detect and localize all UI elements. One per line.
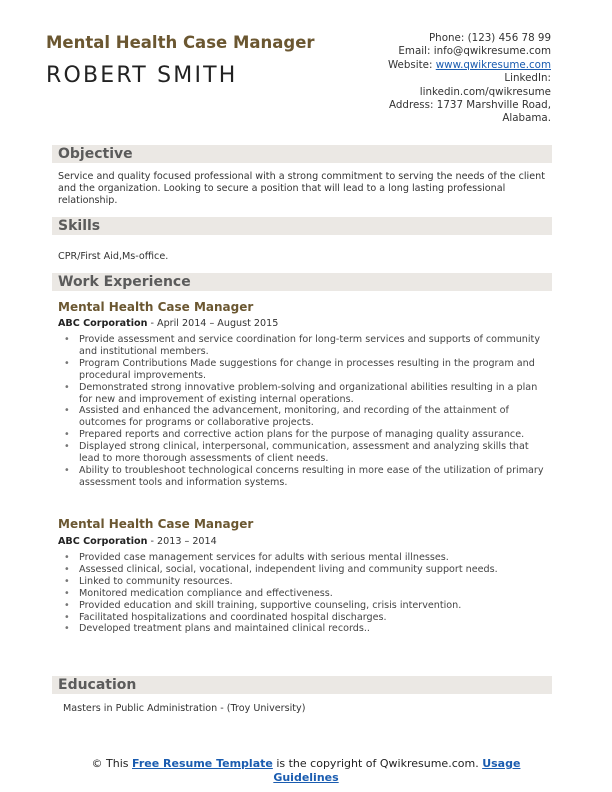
- contact-email: [291, 45, 551, 58]
- list-item: • Program Contributions Made suggestions for change in processes resulting in the program and procedural improvements.: [58, 358, 548, 382]
- list-item: • Displayed strong clinical, interpersonal, communication, assessment and analyzing skills that lead to more thorough assessments of client needs.: [58, 441, 548, 465]
- footer-prefix: © This: [91, 757, 133, 770]
- footer-middle: is the copyright of Qwikresume.com.: [272, 757, 483, 770]
- job-1-company: ABC Corporation: [58, 318, 148, 329]
- address-line1: 1737 Marshville Road,: [436, 99, 551, 112]
- work-section-bar: [52, 273, 552, 291]
- list-item: • Assisted and enhanced the advancement, monitoring, and recording of the attainment of outcomes for programs or collaborative projects.: [58, 405, 548, 429]
- resume-job-title: Mental Health Case Manager: [46, 33, 315, 52]
- list-item: • Facilitated hospitalizations and coordinated hospital discharges.: [58, 612, 548, 624]
- phone-label: Phone:: [428, 32, 465, 44]
- objective-text: Service and quality focused professional with a strong commitment to serving the needs of the client and the organization. Looking to secure a position that will lead to a long lasting professional relationship.: [58, 171, 545, 206]
- address-label: Address:: [389, 99, 434, 112]
- objective-section-bar: [52, 145, 552, 163]
- phone-value: (123) 456 78 99: [467, 32, 551, 44]
- work-heading: Work Experience: [58, 274, 191, 290]
- email-label: Email:: [398, 45, 431, 58]
- free-resume-template-link[interactable]: Free Resume Template: [132, 757, 273, 770]
- contact-address: [291, 99, 551, 112]
- job-1-title: Mental Health Case Manager: [58, 300, 254, 314]
- website-label: Website:: [387, 58, 433, 71]
- job-2-duties: [58, 552, 548, 635]
- list-item: • Prepared reports and corrective action plans for the purpose of managing quality assurance.: [58, 429, 548, 441]
- job-2-dates: - 2013 – 2014: [147, 536, 217, 547]
- candidate-name: ROBERT SMITH: [46, 63, 238, 88]
- job-1-company-line: [58, 318, 278, 329]
- list-item: • Provided education and skill training, supportive counseling, crisis intervention.: [58, 600, 548, 612]
- list-item: • Linked to community resources.: [58, 576, 548, 588]
- skills-text: CPR/First Aid,Ms-office.: [58, 251, 169, 262]
- copyright-footer: [60, 757, 552, 785]
- email-value: info@qwikresume.com: [433, 45, 551, 58]
- contact-linkedin-label: LinkedIn:: [504, 72, 551, 85]
- skills-section-bar: [52, 217, 552, 235]
- list-item: • Demonstrated strong innovative problem-solving and organizational abilities resulting in a plan for new and improvement of existing internal operations.: [58, 382, 548, 406]
- list-item: • Assessed clinical, social, vocational, independent living and community support needs.: [58, 564, 548, 576]
- list-item: • Provided case management services for adults with serious mental illnesses.: [58, 552, 548, 564]
- objective-heading: Objective: [58, 146, 133, 162]
- job-2-title: Mental Health Case Manager: [58, 517, 254, 531]
- job-2-company: ABC Corporation: [58, 536, 148, 547]
- contact-block: [291, 32, 551, 126]
- contact-phone: [291, 32, 551, 45]
- list-item: • Monitored medication compliance and effectiveness.: [58, 588, 548, 600]
- job-1-duties: [58, 334, 548, 489]
- job-2-company-line: [58, 536, 217, 547]
- list-item: • Provide assessment and service coordination for long-term services and supports of community and institutional members.: [58, 334, 548, 358]
- education-text: Masters in Public Administration - (Troy University): [63, 703, 306, 714]
- list-item: • Ability to troubleshoot technological concerns resulting in more ease of the utilization of primary assessment tools and information systems.: [58, 465, 548, 489]
- education-heading: Education: [58, 677, 137, 693]
- list-item: • Developed treatment plans and maintained clinical records..: [58, 623, 548, 635]
- website-link[interactable]: www.qwikresume.com: [435, 58, 551, 71]
- education-section-bar: [52, 676, 552, 694]
- skills-heading: Skills: [58, 218, 101, 234]
- job-1-dates: - April 2014 – August 2015: [147, 318, 279, 329]
- contact-website: [291, 59, 551, 72]
- contact-address-line2: Alabama.: [502, 112, 551, 125]
- contact-linkedin-value: linkedin.com/qwikresume: [419, 85, 551, 98]
- usage-guidelines-link[interactable]: Usage Guidelines: [273, 757, 521, 784]
